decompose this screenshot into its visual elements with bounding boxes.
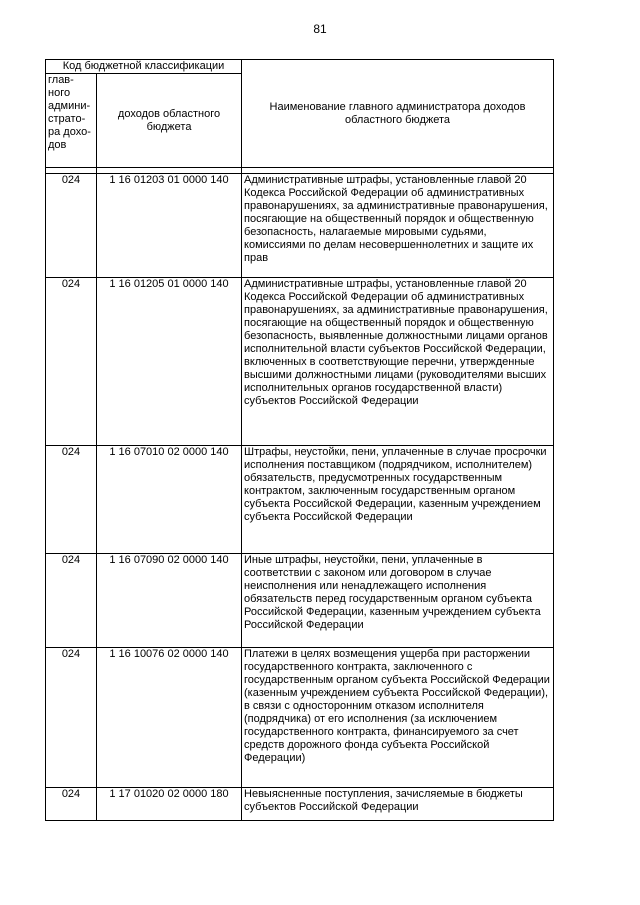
budget-code-group-header: Код бюджетной классификации	[46, 60, 242, 74]
page-number: 81	[313, 22, 327, 36]
chief-administrator-header: глав- ного админи- страто- ра дохо- дов	[46, 74, 97, 168]
admin-code-cell: 024	[46, 174, 97, 278]
revenue-name-cell: Штрафы, неустойки, пени, уплаченные в случае просрочки исполнения поставщиком (подрядчиком, исполнителем) обязательств, предусмотренных государственным контрактом, заключенным государственным органом субъекта Российской Федерации, казенным учреждением субъекта Российской Федерации	[242, 446, 554, 554]
budget-classification-table	[45, 59, 554, 821]
admin-code-cell: 024	[46, 278, 97, 446]
table-row	[46, 648, 554, 788]
table-row	[46, 788, 554, 821]
admin-code-cell: 024	[46, 446, 97, 554]
budget-code-cell: 1 16 07090 02 0000 140	[97, 554, 242, 648]
revenue-name-cell: Иные штрафы, неустойки, пени, уплаченные в соответствии с законом или договором в случае неисполнения или ненадлежащего исполнения обязательств перед государственным органом субъекта Российской Федерации, казенным учреждением субъекта Российской Федерации	[242, 554, 554, 648]
budget-code-cell: 1 16 07010 02 0000 140	[97, 446, 242, 554]
budget-code-cell: 1 17 01020 02 0000 180	[97, 788, 242, 821]
budget-code-cell: 1 16 10076 02 0000 140	[97, 648, 242, 788]
table-row	[46, 174, 554, 278]
revenue-name-cell: Невыясненные поступления, зачисляемые в бюджеты субъектов Российской Федерации	[242, 788, 554, 821]
revenue-name-cell: Платежи в целях возмещения ущерба при расторжении государственного контракта, заключенного с государственным органом субъекта Российской Федерации (казенным учреждением субъекта Российской Федерации), в связи с односторонним отказом исполнителя (подрядчика) от его исполнения (за исключением государственного контракта, финансируемого за счет средств дорожного фонда субъекта Российской Федерации)	[242, 648, 554, 788]
admin-code-cell: 024	[46, 788, 97, 821]
revenue-name-cell: Административные штрафы, установленные главой 20 Кодекса Российской Федерации об административных правонарушениях, за административные правонарушения, посягающие на общественный порядок и общественную безопасность, выявленные должностными лицами органов исполнительной власти субъектов Российской Федерации, включенных в соответствующие перечни, утвержденные высшими должностными лицами (руководителями высших исполнительных органов государственной власти) субъектов Российской Федерации	[242, 278, 554, 446]
table-row	[46, 554, 554, 648]
regional-income-header: доходов областного бюджета	[97, 74, 242, 168]
admin-code-cell: 024	[46, 648, 97, 788]
admin-code-cell: 024	[46, 554, 97, 648]
budget-code-cell: 1 16 01205 01 0000 140	[97, 278, 242, 446]
revenue-name-cell: Административные штрафы, установленные главой 20 Кодекса Российской Федерации об административных правонарушениях, за административные правонарушения, посягающие на общественный порядок и общественную безопасность, налагаемые мировыми судьями, комиссиями по делам несовершеннолетних и защите их прав	[242, 174, 554, 278]
budget-code-cell: 1 16 01203 01 0000 140	[97, 174, 242, 278]
administrator-name-header: Наименование главного администратора доходов областного бюджета	[242, 60, 554, 168]
table-row	[46, 278, 554, 446]
table-row	[46, 446, 554, 554]
